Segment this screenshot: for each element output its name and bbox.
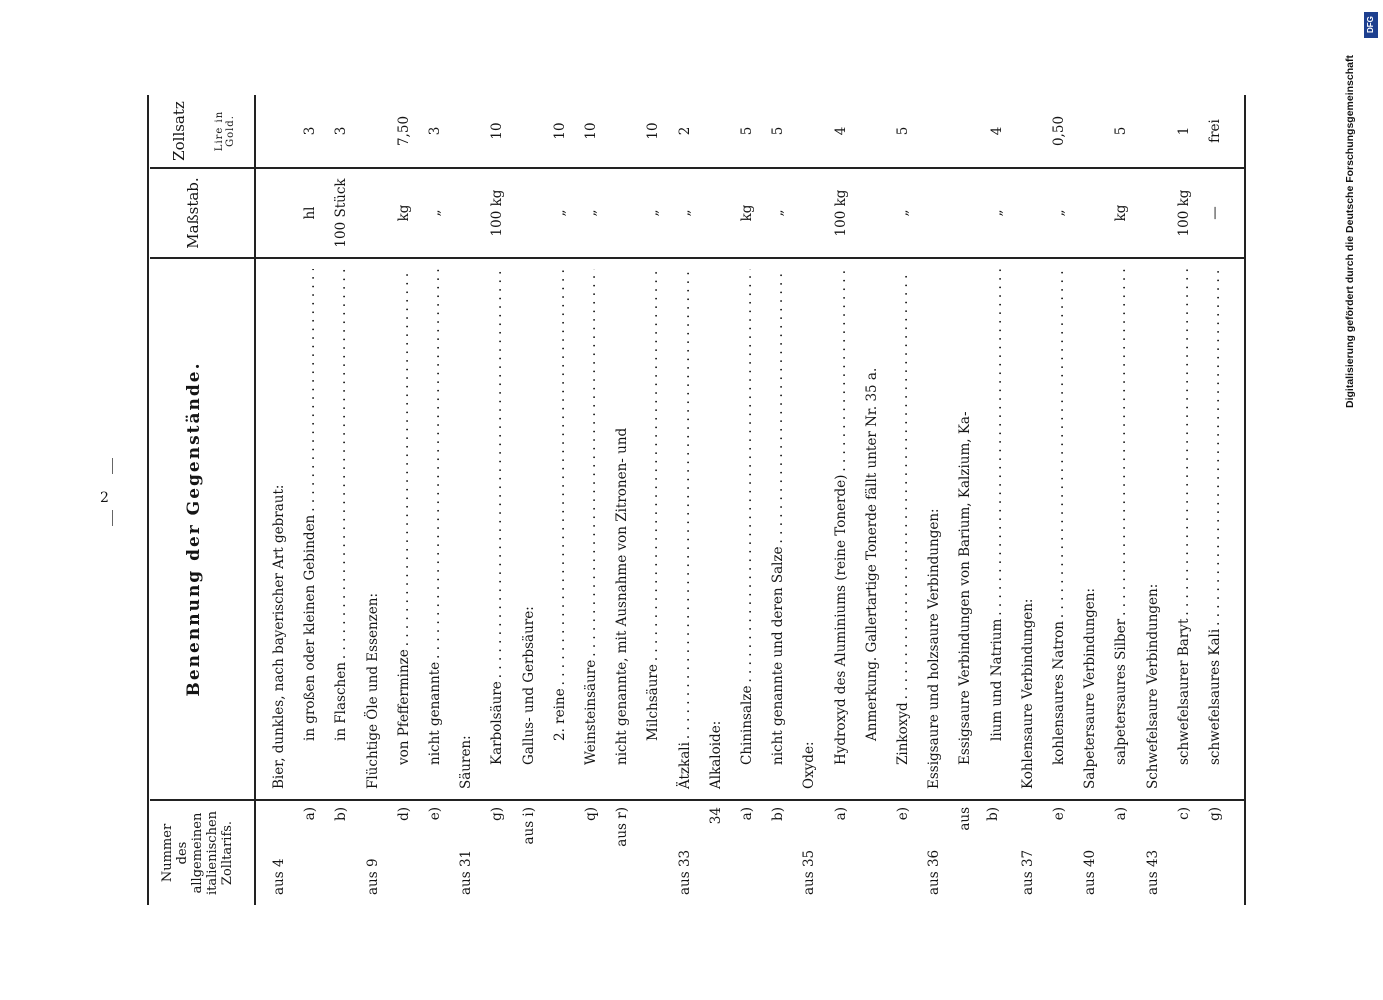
- table-row: [327, 95, 355, 905]
- page-number-rule-bottom: [112, 510, 114, 526]
- item-description-text: Hydroxyd des Aluminiums (reine Tonerde): [833, 472, 849, 799]
- table-row: [764, 95, 792, 905]
- tariff-number: aus 9: [364, 858, 381, 895]
- item-description-text: lium und Natrium: [989, 616, 1005, 799]
- tariff-subnumber: a): [739, 807, 755, 821]
- duty-rate: 4: [832, 126, 849, 136]
- measure-unit: kg: [395, 204, 412, 222]
- item-description: [889, 269, 917, 799]
- item-description: [515, 269, 543, 799]
- item-description: [827, 269, 855, 799]
- duty-rate: 3: [427, 126, 443, 136]
- tariff-number: aus 31: [458, 849, 475, 895]
- item-description-text: nicht genannte, mit Ausnahme von Zitronen- und: [614, 425, 630, 799]
- item-description: [951, 269, 979, 799]
- item-description: [733, 269, 761, 799]
- table-row: [390, 95, 418, 905]
- tariff-number: aus 37: [1019, 849, 1036, 895]
- item-description-text: Säuren:: [458, 732, 474, 799]
- header-description-label: Benennung der Gegenstände.: [184, 361, 204, 697]
- header-rate-unit: Lire in Gold.: [214, 110, 236, 152]
- item-description: [421, 269, 449, 799]
- item-description: [1076, 269, 1104, 799]
- measure-unit: 100 kg: [832, 189, 849, 237]
- item-description-text: Oxyde:: [801, 739, 817, 800]
- tariff-subnumber: g): [1207, 807, 1223, 821]
- table-row: [1170, 95, 1198, 905]
- item-description-text: Bier, dunkles, nach bayerischer Art gebraut:: [271, 482, 287, 799]
- duty-rate: 5: [895, 126, 911, 136]
- table-row: [265, 95, 293, 905]
- table-row: [421, 95, 449, 905]
- table-row: [1076, 95, 1104, 905]
- dfg-logo: DFG: [1364, 12, 1378, 38]
- table-row: [639, 95, 667, 905]
- item-description-text: Essigsaure und holzsaure Verbindungen:: [926, 505, 942, 799]
- duty-rate: 2: [676, 126, 693, 136]
- tariff-subnumber: e): [427, 807, 443, 821]
- measure-unit: „: [676, 209, 693, 217]
- funding-credit: [1300, 12, 1380, 408]
- table-top-rule: [147, 95, 149, 905]
- tariff-subnumber: b): [770, 807, 787, 821]
- item-description-text: Essigsaure Verbindungen von Barium, Kalzium, Ka-: [957, 408, 973, 799]
- table-row: [296, 95, 324, 905]
- item-description: [795, 269, 823, 799]
- item-description-text: schwefelsaures Kali: [1207, 626, 1223, 799]
- item-description: [296, 269, 324, 799]
- item-description-text: Milchsäure: [645, 661, 661, 799]
- measure-unit: hl: [302, 206, 319, 220]
- measure-unit: —: [1207, 206, 1223, 220]
- item-description: [983, 269, 1011, 799]
- item-description: [265, 269, 293, 799]
- page-number: 2: [100, 490, 109, 506]
- table-row: [1139, 95, 1167, 905]
- item-description-text: Gallus- und Gerbsäure:: [521, 603, 537, 799]
- measure-unit: „: [645, 209, 662, 217]
- item-description: [671, 269, 699, 799]
- duty-rate: 3: [302, 126, 319, 136]
- item-description: [390, 269, 418, 799]
- measure-unit: 100 kg: [1175, 189, 1192, 237]
- item-description-text: Karbolsäure: [489, 678, 505, 799]
- item-description: [1014, 269, 1042, 799]
- header-description-column: [150, 257, 256, 799]
- header-rate-column: [150, 95, 256, 167]
- tariff-subnumber: aus i): [520, 807, 537, 845]
- duty-rate: 3: [333, 126, 350, 136]
- tariff-subnumber: a): [1113, 807, 1130, 821]
- measure-unit: „: [770, 209, 787, 217]
- measure-unit: „: [427, 209, 443, 217]
- duty-rate: 10: [645, 122, 662, 140]
- item-description: [1045, 269, 1073, 799]
- table-row: [702, 95, 730, 905]
- tariff-number: aus 43: [1144, 849, 1161, 895]
- item-description: [577, 269, 605, 799]
- item-description: [1139, 269, 1167, 799]
- item-description: [327, 269, 355, 799]
- header-number-line: italienischen: [205, 810, 220, 896]
- table-row: [1045, 95, 1073, 905]
- item-description-text: kohlensaures Natron: [1051, 618, 1067, 799]
- tariff-number: aus 35: [801, 849, 818, 895]
- duty-rate: 5: [739, 126, 755, 136]
- table-row: [795, 95, 823, 905]
- item-description-text: 2. reine: [552, 685, 568, 799]
- table-row: [515, 95, 543, 905]
- item-description: [546, 269, 574, 799]
- table-row: [452, 95, 480, 905]
- item-description: [1201, 269, 1229, 799]
- table-row: [920, 95, 948, 905]
- duty-rate: 7,50: [395, 115, 412, 147]
- table-row: [733, 95, 761, 905]
- measure-unit: kg: [1113, 204, 1130, 222]
- item-description-text: Schwefelsaure Verbindungen:: [1145, 581, 1161, 799]
- table-row: [671, 95, 699, 905]
- header-number-column: [150, 799, 256, 905]
- duty-rate: 10: [583, 122, 599, 140]
- item-description-text: nicht genannte und deren Salze: [770, 543, 786, 799]
- tariff-table: [150, 95, 1245, 905]
- tariff-number: aus 36: [926, 849, 943, 895]
- item-description-text: Anmerkung. Gallertartige Tonerde fällt unter Nr. 35 a.: [864, 365, 880, 799]
- item-description-text: Kohlensaure Verbindungen:: [1020, 596, 1036, 799]
- duty-rate: 5: [1113, 126, 1130, 136]
- measure-unit: „: [895, 209, 911, 217]
- item-description: [764, 269, 792, 799]
- measure-unit: „: [551, 209, 568, 217]
- header-number-label: [150, 801, 235, 905]
- item-description-text: Flüchtige Öle und Essenzen:: [365, 590, 381, 799]
- item-description: [920, 269, 948, 799]
- measure-unit: 100 kg: [489, 189, 506, 237]
- measure-unit: 100 Stück: [333, 178, 350, 248]
- tariff-subnumber: aus b): [957, 807, 1002, 831]
- funding-credit-text: Digitalisierung gefördert durch die Deutsche Forschungsgemeinschaft: [1344, 55, 1356, 408]
- item-description-text: schwefelsaurer Baryt: [1176, 616, 1192, 799]
- table-row: [1107, 95, 1135, 905]
- item-description-text: Alkaloide:: [708, 718, 724, 799]
- measure-unit: kg: [739, 204, 755, 222]
- tariff-subnumber: e): [1051, 807, 1067, 821]
- item-description: [1107, 269, 1135, 799]
- item-description-text: Weinsteinsäure: [583, 657, 599, 799]
- item-description-text: nicht genannte: [427, 659, 443, 799]
- tariff-subnumber: a): [832, 807, 849, 821]
- item-description-text: in Flaschen: [333, 659, 349, 799]
- item-description: [1170, 269, 1198, 799]
- tariff-subnumber: d): [395, 807, 412, 821]
- table-row: [483, 95, 511, 905]
- tariff-subnumber: aus r): [614, 807, 631, 847]
- tariff-subnumber: g): [489, 807, 506, 821]
- table-row: [1201, 95, 1229, 905]
- table-row: [1014, 95, 1042, 905]
- tariff-subnumber: c): [1175, 807, 1192, 820]
- table-row: [889, 95, 917, 905]
- duty-rate: 1: [1175, 126, 1192, 136]
- item-description: [858, 269, 886, 799]
- duty-rate: 4: [988, 126, 1005, 136]
- item-description-text: Chininsalze: [739, 683, 755, 799]
- item-description: [702, 269, 730, 799]
- item-description-text: in großen oder kleinen Gebinden: [302, 512, 318, 799]
- tariff-subnumber: b): [333, 807, 350, 821]
- table-row: [827, 95, 855, 905]
- header-number-line: Nummer: [160, 823, 175, 883]
- tariff-subnumber: 34: [707, 807, 724, 825]
- item-description-text: Zinkoxyd: [895, 699, 911, 799]
- duty-rate: 0,50: [1051, 115, 1067, 147]
- duty-rate: 10: [551, 122, 568, 140]
- item-description: [452, 269, 480, 799]
- table-row: [858, 95, 886, 905]
- duty-rate: 5: [770, 126, 787, 136]
- table-row: [359, 95, 387, 905]
- item-description: [359, 269, 387, 799]
- table-bottom-rule: [1244, 95, 1246, 905]
- tariff-subnumber: a): [302, 807, 319, 821]
- item-description: [483, 269, 511, 799]
- header-rate-label: Zollsatz: [170, 101, 188, 161]
- measure-unit: „: [988, 209, 1005, 217]
- measure-unit: „: [1051, 209, 1067, 217]
- table-row: [577, 95, 605, 905]
- item-description-text: salpetersaures Silber: [1113, 616, 1129, 799]
- duty-rate: frei: [1207, 119, 1223, 143]
- tariff-number: aus 33: [676, 849, 693, 895]
- item-description-text: Salpetersaure Verbindungen:: [1082, 585, 1098, 799]
- duty-rate: 10: [489, 122, 506, 140]
- item-description: [639, 269, 667, 799]
- header-number-line: Zolltarifs.: [220, 820, 235, 886]
- page-number-rule-top: [112, 458, 114, 474]
- table-row: [608, 95, 636, 905]
- item-description-text: Ätzkali: [677, 739, 693, 799]
- item-description-text: von Pfefferminze: [396, 646, 412, 799]
- tariff-subnumber: e): [895, 807, 911, 821]
- header-measure-label: Maßstab.: [184, 177, 202, 249]
- measure-unit: „: [583, 209, 599, 217]
- table-row: [546, 95, 574, 905]
- tariff-number: aus 40: [1082, 849, 1099, 895]
- header-measure-column: [150, 167, 256, 257]
- item-description: [608, 269, 636, 799]
- table-row: [983, 95, 1011, 905]
- tariff-subnumber: q): [583, 807, 599, 821]
- header-number-line: des allgemeinen: [175, 812, 205, 894]
- tariff-number: aus 4: [271, 858, 287, 895]
